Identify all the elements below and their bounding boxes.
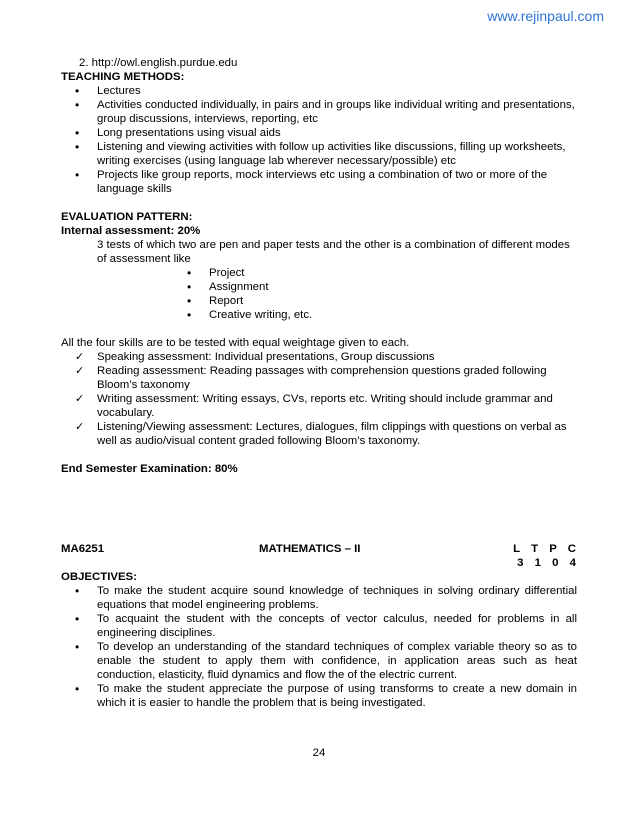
objectives-list (61, 584, 577, 710)
list-item: • Projects like group reports, mock interviews etc using a combination of two or more of the language skills (61, 168, 577, 196)
teaching-methods-list (61, 84, 577, 196)
teaching-methods-heading: TEACHING METHODS: (61, 71, 185, 83)
ltpc-labels: L T P C (513, 543, 577, 555)
course-header (61, 542, 577, 569)
list-item: • Assignment (61, 280, 577, 294)
page-content (61, 56, 577, 710)
course-code: MA6251 (61, 543, 105, 555)
list-item: ✓ Reading assessment: Reading passages with comprehension questions graded following Bloom’s taxonomy (61, 364, 577, 392)
list-item: • Long presentations using visual aids (61, 126, 577, 140)
evaluation-heading: EVALUATION PATTERN: (61, 211, 193, 223)
list-item: ✓ Listening/Viewing assessment: Lectures, dialogues, film clippings with questions on verbal as well as audio/visual content graded following Bloom’s taxonomy. (61, 420, 577, 448)
reference-url[interactable]: http://owl.english.purdue.edu (91, 57, 238, 69)
list-item: • Project (61, 266, 577, 280)
ltpc-values: 3 1 0 4 (517, 557, 577, 569)
internal-assessment-text: 3 tests of which two are pen and paper tests and the other is a combination of different modes of assessment like (97, 239, 570, 265)
objectives-heading: OBJECTIVES: (61, 571, 137, 583)
end-semester-heading: End Semester Examination: 80% (61, 463, 238, 475)
internal-assessment-heading: Internal assessment: 20% (61, 225, 201, 237)
list-item: • Listening and viewing activities with follow up activities like discussions, filling up worksheets, writing exercises (using language lab wherever necessary/possible) etc (61, 140, 577, 168)
list-item: • To acquaint the student with the concepts of vector calculus, needed for problems in all engineering disciplines. (61, 612, 577, 640)
list-item: • To make the student appreciate the purpose of using transforms to create a new domain in which it is easier to handle the problem that is being investigated. (61, 682, 577, 710)
website-link[interactable]: www.rejinpaul.com (487, 8, 604, 24)
skills-intro: All the four skills are to be tested with equal weightage given to each. (61, 337, 410, 349)
list-item: • Creative writing, etc. (61, 308, 577, 322)
reference-item (61, 56, 577, 70)
page-number: 24 (312, 747, 326, 759)
course-title: MATHEMATICS – II (259, 543, 361, 555)
list-item: • Report (61, 294, 577, 308)
skills-list (61, 350, 577, 448)
list-item: ✓ Writing assessment: Writing essays, CVs, reports etc. Writing should include grammar and vocabulary. (61, 392, 577, 420)
assessment-modes-list (61, 266, 577, 322)
reference-number: 2. (79, 57, 89, 69)
list-item: • Activities conducted individually, in pairs and in groups like individual writing and presentations, group discussions, interviews, reporting, etc (61, 98, 577, 126)
list-item: • Lectures (61, 84, 577, 98)
list-item: • To make the student acquire sound knowledge of techniques in solving ordinary differential equations that model engineering problems. (61, 584, 577, 612)
list-item: • To develop an understanding of the standard techniques of complex variable theory so as to enable the student to apply them with confidence, in application areas such as heat conduction, elasticity, fluid dynamics and flow the of the electric current. (61, 640, 577, 682)
list-item: ✓ Speaking assessment: Individual presentations, Group discussions (61, 350, 577, 364)
